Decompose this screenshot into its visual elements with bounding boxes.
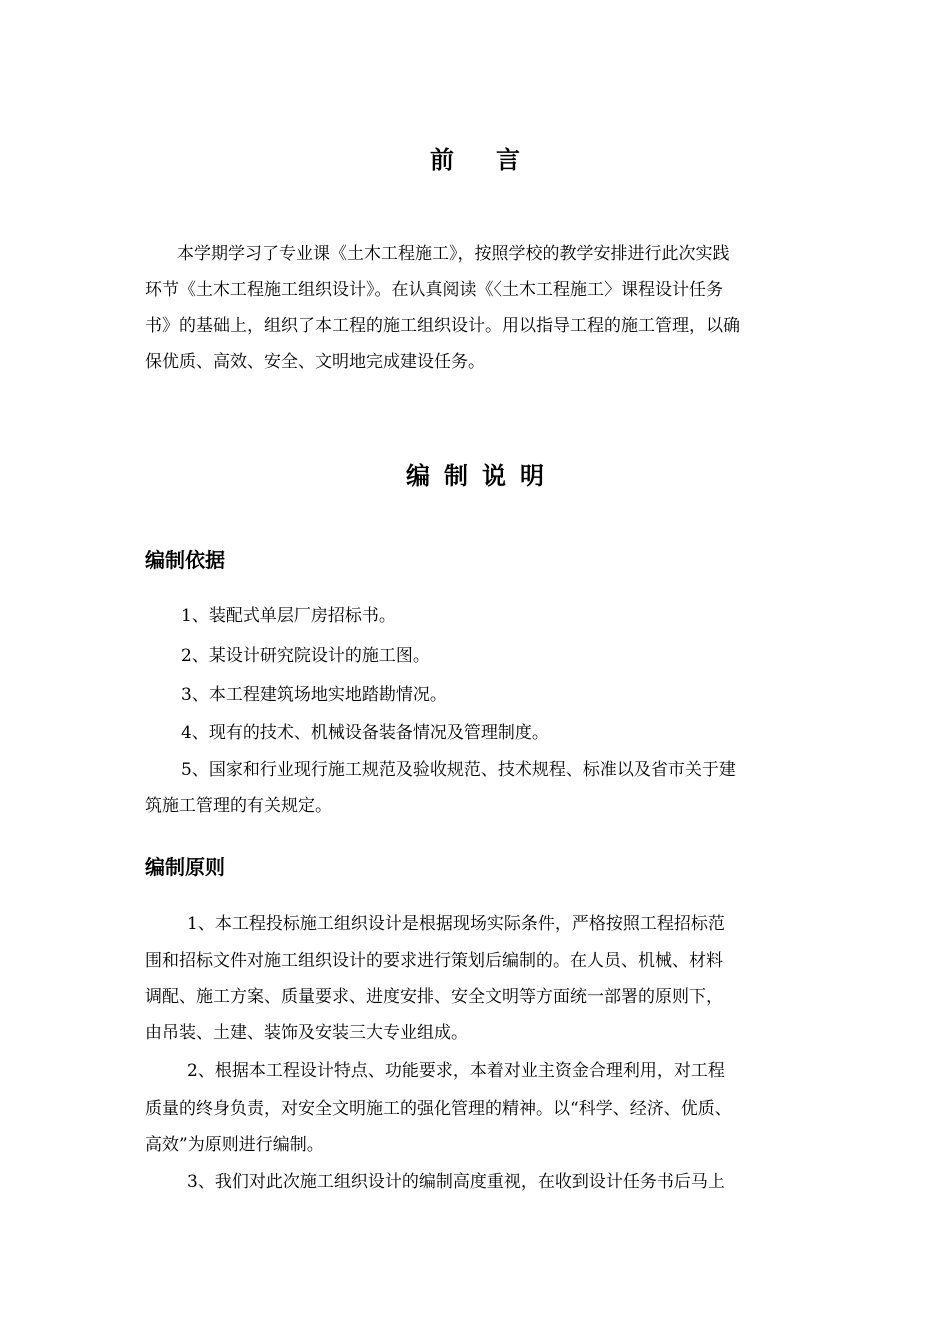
- basis-item-4: 4、现有的技术、机械设备装备情况及管理制度。: [181, 723, 549, 743]
- principles-line-1: 1、本工程投标施工组织设计是根据现场实际条件，严格按照工程招标范: [187, 914, 725, 934]
- principles-line-8: 3、我们对此次施工组织设计的编制高度重视，在收到设计任务书后马上: [187, 1172, 725, 1192]
- principles-heading: 编制原则: [145, 855, 225, 879]
- basis-item-1: 1、装配式单层厂房招标书。: [181, 606, 396, 626]
- principles-line-6: 质量的终身负责，对安全文明施工的强化管理的精神。以“科学、经济、优质、: [145, 1099, 732, 1119]
- basis-item-3: 3、本工程建筑场地实地踏勘情况。: [181, 685, 447, 705]
- preface-title-char-2: 言: [496, 146, 520, 174]
- preface-line-4: 保优质、高效、安全、文明地完成建设任务。: [145, 352, 485, 372]
- principles-line-5: 2、根据本工程设计特点、功能要求，本着对业主资金合理利用，对工程: [187, 1061, 725, 1081]
- preface-title: [0, 140, 950, 175]
- preface-line-1: 本学期学习了专业课《土木工程施工》，按照学校的教学安排进行此次实践: [177, 244, 730, 264]
- principles-line-2: 围和招标文件对施工组织设计的要求进行策划后编制的。在人员、机械、材料: [145, 951, 723, 971]
- preface-line-3: 书》的基础上，组织了本工程的施工组织设计。用以指导工程的施工管理，以确: [145, 316, 740, 336]
- basis-item-5-cont: 筑施工管理的有关规定。: [145, 796, 332, 816]
- principles-line-3: 调配、施工方案、质量要求、进度安排、安全文明等方面统一部署的原则下，: [145, 987, 723, 1007]
- basis-item-2: 2、某设计研究院设计的施工图。: [181, 646, 430, 666]
- principles-line-7: 高效”为原则进行编制。: [145, 1135, 324, 1155]
- principles-line-4: 由吊装、土建、装饰及安装三大专业组成。: [145, 1023, 468, 1043]
- basis-heading: 编制依据: [145, 548, 225, 572]
- basis-item-5: 5、国家和行业现行施工规范及验收规范、技术规程、标准以及省市关于建: [181, 760, 736, 780]
- notes-title: 编制说明: [406, 462, 558, 490]
- preface-title-char-1: 前: [430, 146, 454, 174]
- preface-line-2: 环节《土木工程施工组织设计》。在认真阅读《〈土木工程施工〉课程设计任务: [145, 280, 723, 300]
